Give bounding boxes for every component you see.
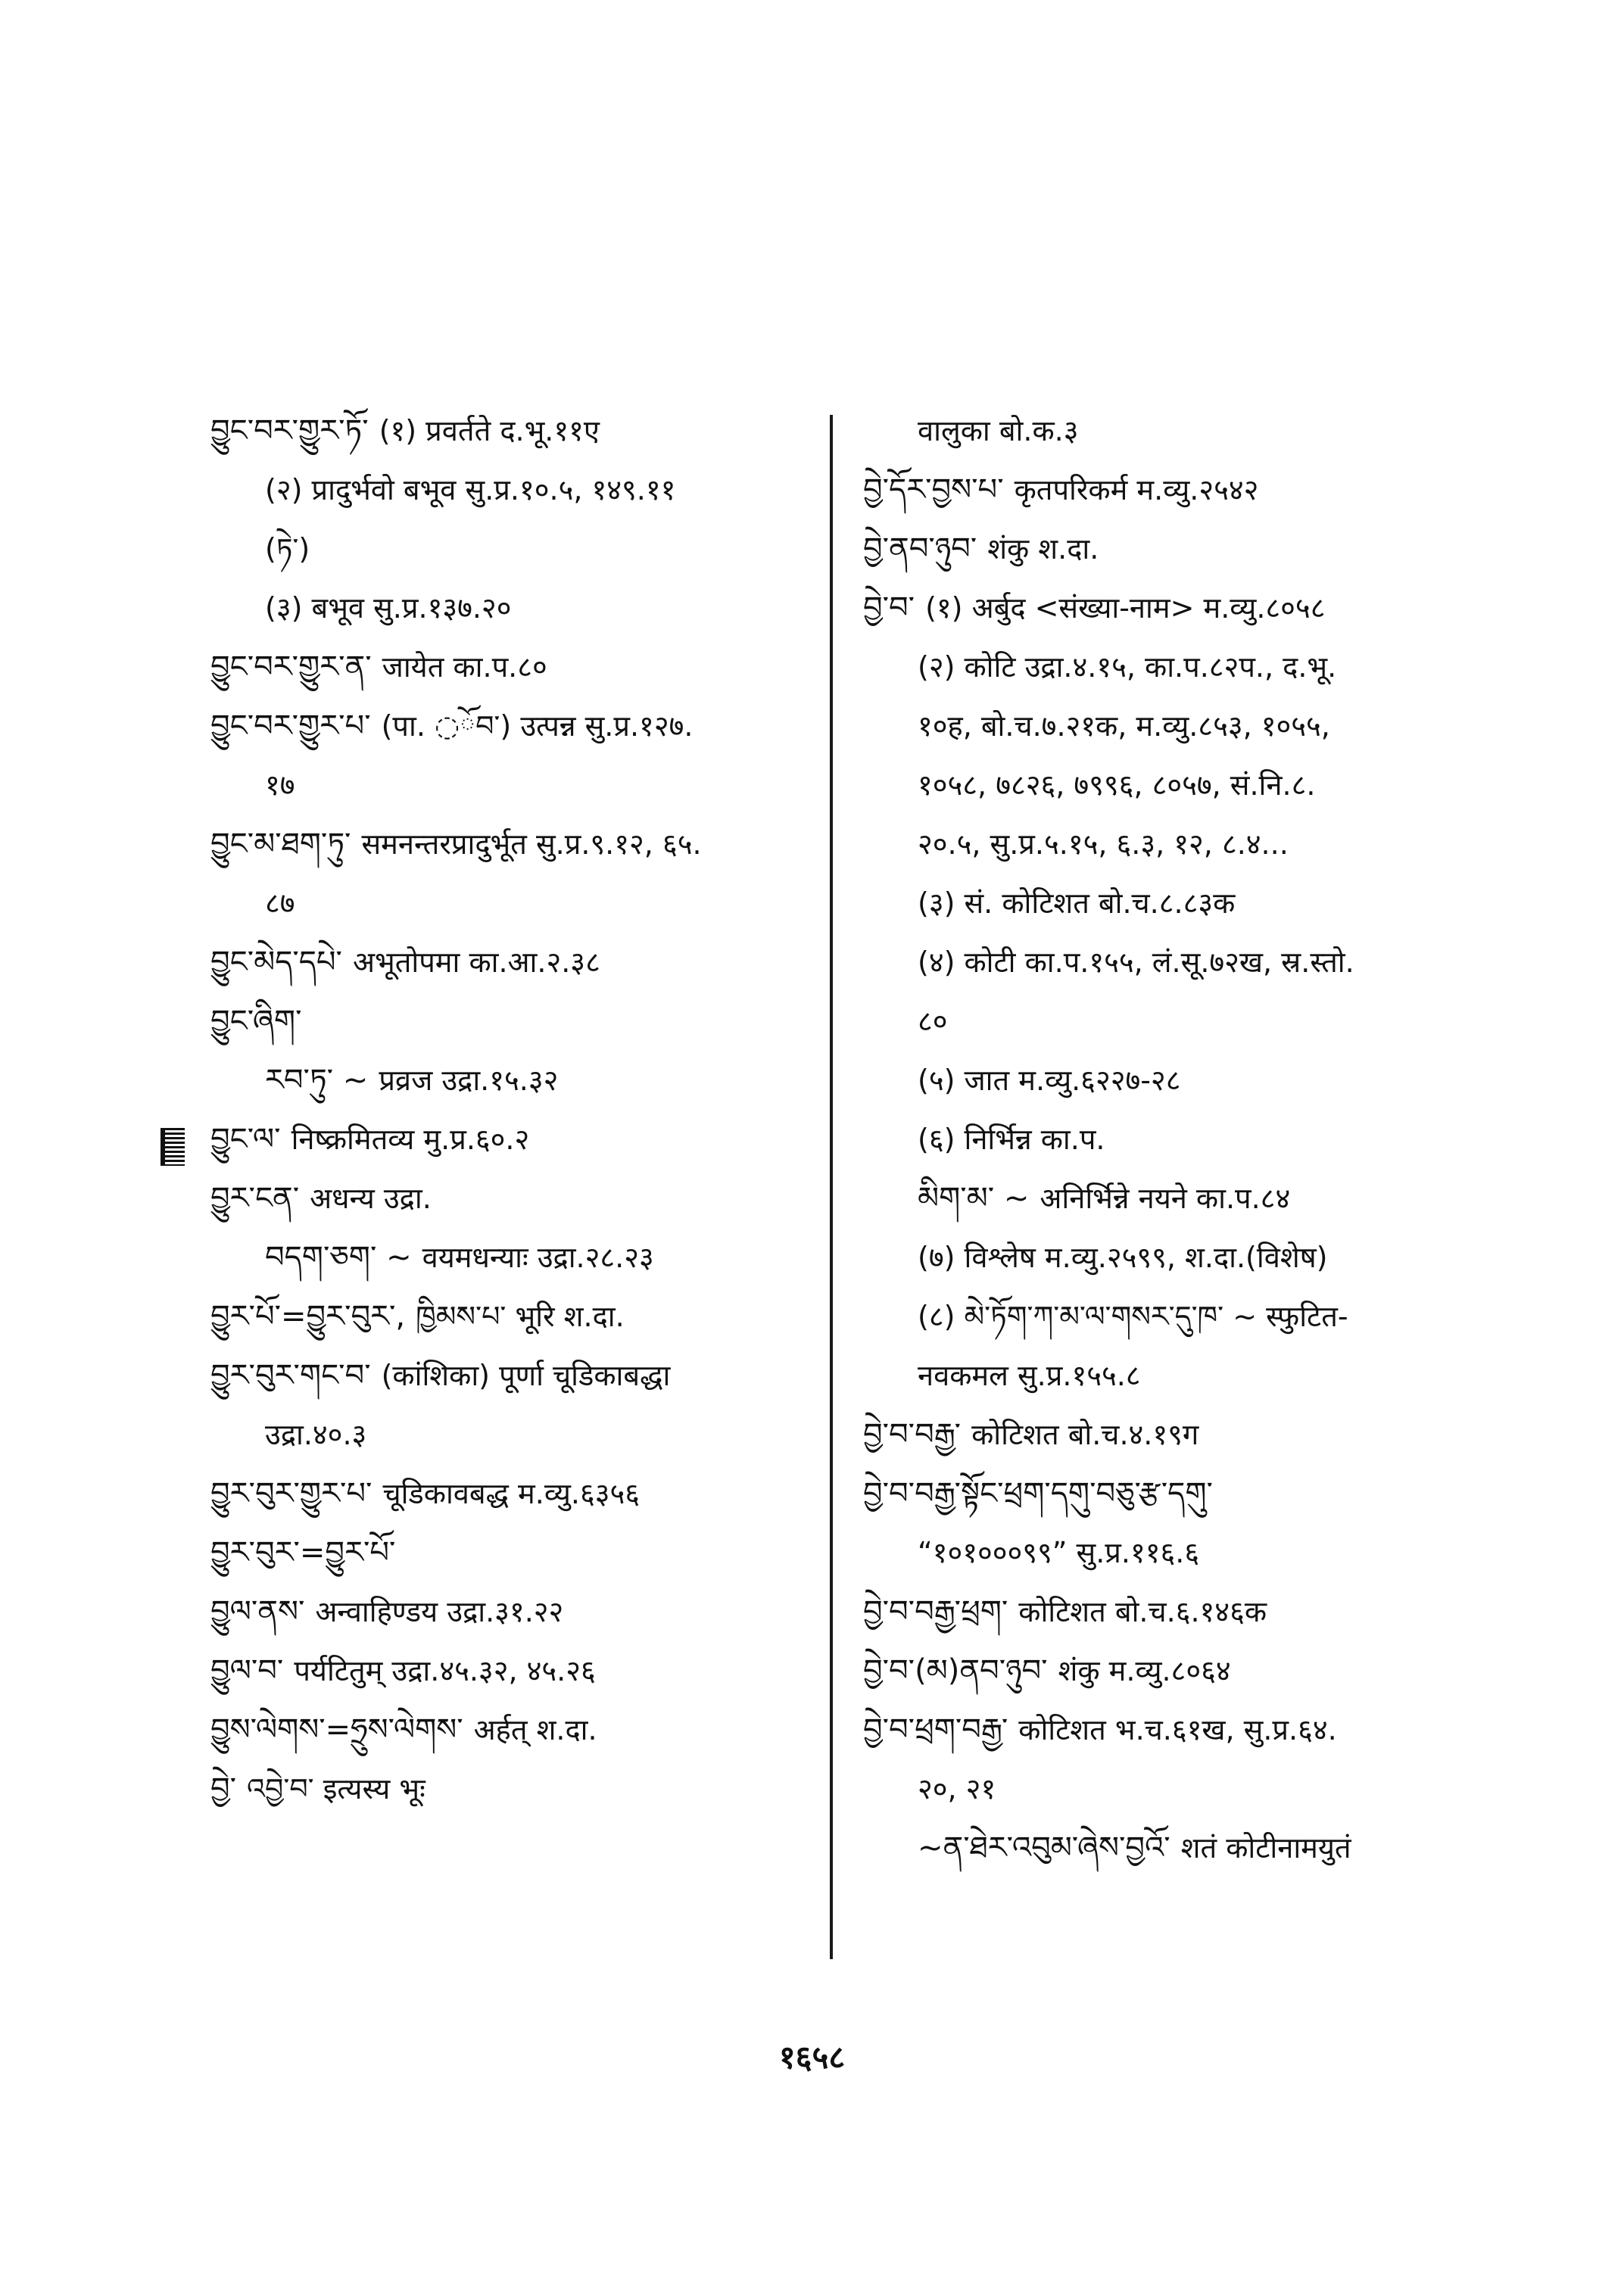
tibetan-headword: རབ་ཏུ་ ~ bbox=[265, 1063, 369, 1098]
definition-text: २०.५, सु.प्र.५.१५, ६.३, १२, ८.४... bbox=[918, 827, 1289, 861]
dictionary-line bbox=[863, 992, 1492, 1051]
dictionary-line bbox=[863, 1110, 1492, 1169]
dictionary-line bbox=[210, 1110, 816, 1169]
dictionary-line bbox=[863, 1228, 1492, 1287]
tibetan-headword: བྱུང་བར་གྱུར་པ་ bbox=[210, 709, 371, 743]
dictionary-line bbox=[863, 756, 1492, 815]
dictionary-line bbox=[863, 460, 1492, 519]
definition-text: (३) बभूव सु.प्र.१३७.२० bbox=[265, 591, 512, 625]
definition-text: ཁྱིམས་པ་ भूरि श.दा. bbox=[416, 1300, 625, 1333]
definition-text: अभूतोपमा का.आ.२.३८ bbox=[352, 946, 600, 979]
tibetan-headword: ~ན་ཐེར་འབུམ་ཞེས་བྱའོ་ bbox=[918, 1830, 1170, 1865]
dictionary-line bbox=[210, 756, 816, 815]
definition-text: (३) सं. कोटिशत बो.च.८.८३क bbox=[918, 886, 1236, 920]
tibetan-headword: བྱེ་བ་ bbox=[863, 590, 915, 625]
definition-text: (ཏེ་) bbox=[265, 532, 310, 565]
dictionary-line bbox=[210, 933, 816, 992]
definition-text: (कांशिका) पूर्णा चूडिकाबद्धा bbox=[381, 1359, 671, 1392]
dictionary-line bbox=[210, 401, 816, 460]
tibetan-headword: བྱུར་བུར་=བྱུར་པོ་ bbox=[210, 1535, 396, 1570]
definition-text: (६) निर्भिन्न का.प. bbox=[918, 1123, 1105, 1156]
dictionary-line bbox=[863, 637, 1492, 696]
definition-text: कोटिशत भ.च.६१ख, सु.प्र.६४. bbox=[1018, 1713, 1337, 1746]
dictionary-line bbox=[210, 1346, 816, 1405]
tibetan-headword: བྱུར་པོ་=བྱུར་བུར་, bbox=[210, 1299, 406, 1334]
dictionary-line bbox=[210, 578, 816, 637]
definition-text: निष्क्रमितव्य मु.प्र.६०.२ bbox=[291, 1123, 530, 1156]
tibetan-headword: བྱུང་མ་ཐག་ཏུ་ bbox=[210, 827, 351, 861]
dictionary-line bbox=[863, 1287, 1492, 1346]
tibetan-headword: བྱེ་བ་(མ)ནབ་ཉུབ་ bbox=[863, 1653, 1048, 1688]
definition-text: वालुका बो.क.३ bbox=[918, 414, 1079, 447]
dictionary-line bbox=[210, 1287, 816, 1346]
dictionary-line bbox=[210, 1700, 816, 1759]
tibetan-headword: བདག་ཅག་ ~ bbox=[265, 1240, 412, 1275]
definition-text: कृतपरिकर्म म.व्यु.२५४२ bbox=[1014, 473, 1259, 506]
definition-text: ८७ bbox=[265, 886, 295, 920]
definition-text: समनन्तरप्रादुर्भूत सु.प्र.९.१२, ६५. bbox=[361, 827, 702, 861]
tibetan-headword: བྱུལ་ནས་ bbox=[210, 1594, 305, 1629]
definition-text: उद्रा.४०.३ bbox=[265, 1418, 367, 1451]
definition-text: १७ bbox=[265, 768, 295, 802]
definition-text: अधन्य उद्रा. bbox=[310, 1182, 432, 1215]
definition-text: (८) མེ་ཏོག་ཀ་མ་ལ་གསར་དུ་ཁ་ ~ स्फुटित- bbox=[918, 1300, 1348, 1333]
tibetan-headword: བྱུང་བར་གྱུར་ཏོ་ bbox=[210, 413, 369, 448]
dictionary-line bbox=[210, 1523, 816, 1582]
tibetan-headword: བྱུང་ཞིག་ bbox=[210, 1004, 302, 1039]
dictionary-line bbox=[863, 1169, 1492, 1228]
dictionary-line bbox=[863, 1818, 1492, 1877]
dictionary-line bbox=[863, 1464, 1492, 1523]
tibetan-headword: བྱུང་མེད་དཔེ་ bbox=[210, 945, 342, 980]
dictionary-line bbox=[210, 1759, 816, 1818]
definition-text: (पा. ◌ོབ་) उत्पन्न सु.प्र.१२७. bbox=[381, 709, 694, 743]
dictionary-line bbox=[863, 933, 1492, 992]
tibetan-headword: བྱུར་བུར་གྱུར་པ་ bbox=[210, 1476, 372, 1511]
dictionary-line bbox=[210, 1641, 816, 1700]
dictionary-line bbox=[210, 1051, 816, 1110]
dictionary-line bbox=[210, 992, 816, 1051]
definition-text: འབྱེ་བ་ इत्यस्य भूः bbox=[247, 1772, 425, 1805]
definition-text: (१) प्रवर्तते द.भू.११ए bbox=[379, 414, 600, 447]
dictionary-line bbox=[863, 1700, 1492, 1759]
dictionary-line bbox=[863, 1523, 1492, 1582]
dictionary-line bbox=[863, 1641, 1492, 1700]
definition-text: कोटिशत बो.च.४.१९ग bbox=[971, 1418, 1199, 1451]
definition-text: (२) कोटि उद्रा.४.१५, का.प.८२प., द.भू. bbox=[918, 650, 1337, 684]
dictionary-line bbox=[210, 460, 816, 519]
dictionary-line bbox=[210, 874, 816, 933]
dictionary-line bbox=[210, 815, 816, 874]
dictionary-line bbox=[863, 815, 1492, 874]
dictionary-line bbox=[210, 1405, 816, 1464]
definition-text: १०ह, बो.च.७.२१क, म.व्यु.८५३, १०५५, bbox=[918, 709, 1330, 743]
tibetan-headword: བྱུས་ལེགས་=ཧྲུས་ལེགས་ bbox=[210, 1712, 463, 1747]
definition-text: नवकमल सु.प्र.१५५.८ bbox=[918, 1359, 1141, 1392]
dictionary-line bbox=[863, 1582, 1492, 1641]
dictionary-line bbox=[863, 1346, 1492, 1405]
definition-text: शंकु म.व्यु.८०६४ bbox=[1058, 1654, 1231, 1687]
dictionary-line bbox=[210, 1464, 816, 1523]
definition-text: ८० bbox=[918, 1005, 948, 1038]
tibetan-headword: བྱུར་ངན་ bbox=[210, 1181, 300, 1216]
dictionary-line bbox=[863, 1051, 1492, 1110]
dictionary-line bbox=[863, 578, 1492, 637]
dictionary-line bbox=[863, 401, 1492, 460]
tibetan-headword: བྱེ་ནབ་ཉུབ་ bbox=[863, 531, 977, 566]
dictionary-line bbox=[863, 1759, 1492, 1818]
definition-text: प्रव्रज उद्रा.१५.३२ bbox=[379, 1064, 559, 1097]
definition-text: (५) जात म.व्यु.६२२७-२८ bbox=[918, 1064, 1181, 1097]
definition-text: जायेत का.प.८० bbox=[382, 650, 547, 684]
left-column bbox=[210, 401, 816, 1818]
tibetan-headword: བྱུང་བར་གྱུར་ན་ bbox=[210, 650, 372, 684]
tibetan-headword: བྱེ་བ་བརྒྱ་སྟོང་ཕྲག་དགུ་བཅུ་རྩ་དགུ་ bbox=[863, 1476, 1213, 1511]
definition-text: (७) विश्लेष म.व्यु.२५९९, श.दा.(विशेष) bbox=[918, 1241, 1328, 1274]
dictionary-line bbox=[210, 1228, 816, 1287]
dictionary-line bbox=[863, 519, 1492, 578]
definition-text: “१०१०००९९” सु.प्र.११६.६ bbox=[918, 1536, 1200, 1569]
dictionary-line bbox=[210, 519, 816, 578]
dictionary-line bbox=[863, 696, 1492, 756]
column-divider bbox=[830, 415, 833, 1959]
dictionary-line bbox=[863, 1405, 1492, 1464]
dictionary-line bbox=[210, 1582, 816, 1641]
definition-text: चूडिकावबद्ध म.व्यु.६३५६ bbox=[382, 1477, 641, 1510]
definition-text: (१) अर्बुद <संख्या-नाम> म.व्यु.८०५८ bbox=[925, 591, 1326, 625]
definition-text: पर्यटितुम् उद्रा.४५.३२, ४५.२६ bbox=[294, 1654, 596, 1687]
right-column bbox=[863, 401, 1492, 1877]
dictionary-line bbox=[210, 696, 816, 756]
dictionary-line bbox=[863, 874, 1492, 933]
definition-text: अनिर्भिन्ने नयने का.प.८४ bbox=[1040, 1182, 1291, 1215]
definition-text: शतं कोटीनामयुतं bbox=[1180, 1831, 1351, 1865]
tibetan-headword: བྱུར་བུར་གང་བ་ bbox=[210, 1358, 371, 1393]
definition-text: वयमधन्याः उद्रा.२८.२३ bbox=[422, 1241, 654, 1274]
definition-text: कोटिशत बो.च.६.१४६क bbox=[1018, 1595, 1267, 1628]
margin-mark-icon bbox=[161, 1128, 185, 1166]
tibetan-headword: བྱེ་བ་བརྒྱ་ bbox=[863, 1417, 962, 1452]
tibetan-headword: བྱུལ་བ་ bbox=[210, 1653, 284, 1688]
definition-text: १०५८, ७८२६, ७९९६, ८०५७, सं.नि.८. bbox=[918, 768, 1316, 802]
tibetan-headword: བྱུང་ལ་ bbox=[210, 1122, 281, 1157]
definition-text: शंकु श.दा. bbox=[987, 532, 1099, 565]
tibetan-headword: བྱེ་ bbox=[210, 1771, 237, 1806]
tibetan-headword: བྱེ་དོར་བྱས་པ་ bbox=[863, 472, 1004, 507]
definition-text: अन्वाहिण्डय उद्रा.३१.२२ bbox=[315, 1595, 564, 1628]
tibetan-headword: མིག་མ་ ~ bbox=[918, 1181, 1030, 1216]
page-number: १६५८ bbox=[778, 2039, 846, 2076]
dictionary-line bbox=[210, 637, 816, 696]
definition-text: अर्हत् श.दा. bbox=[473, 1713, 597, 1746]
definition-text: २०, २१ bbox=[918, 1772, 996, 1805]
definition-text: (२) प्रादुर्भवो बभूव सु.प्र.१०.५, १४९.११ bbox=[265, 473, 676, 506]
tibetan-headword: བྱེ་བ་བརྒྱ་ཕྲག་ bbox=[863, 1594, 1008, 1629]
tibetan-headword: བྱེ་བ་ཕྲག་བརྒྱ་ bbox=[863, 1712, 1008, 1747]
definition-text: (४) कोटी का.प.१५५, लं.सू.७२ख, स्र.स्तो. bbox=[918, 946, 1354, 979]
dictionary-line bbox=[210, 1169, 816, 1228]
